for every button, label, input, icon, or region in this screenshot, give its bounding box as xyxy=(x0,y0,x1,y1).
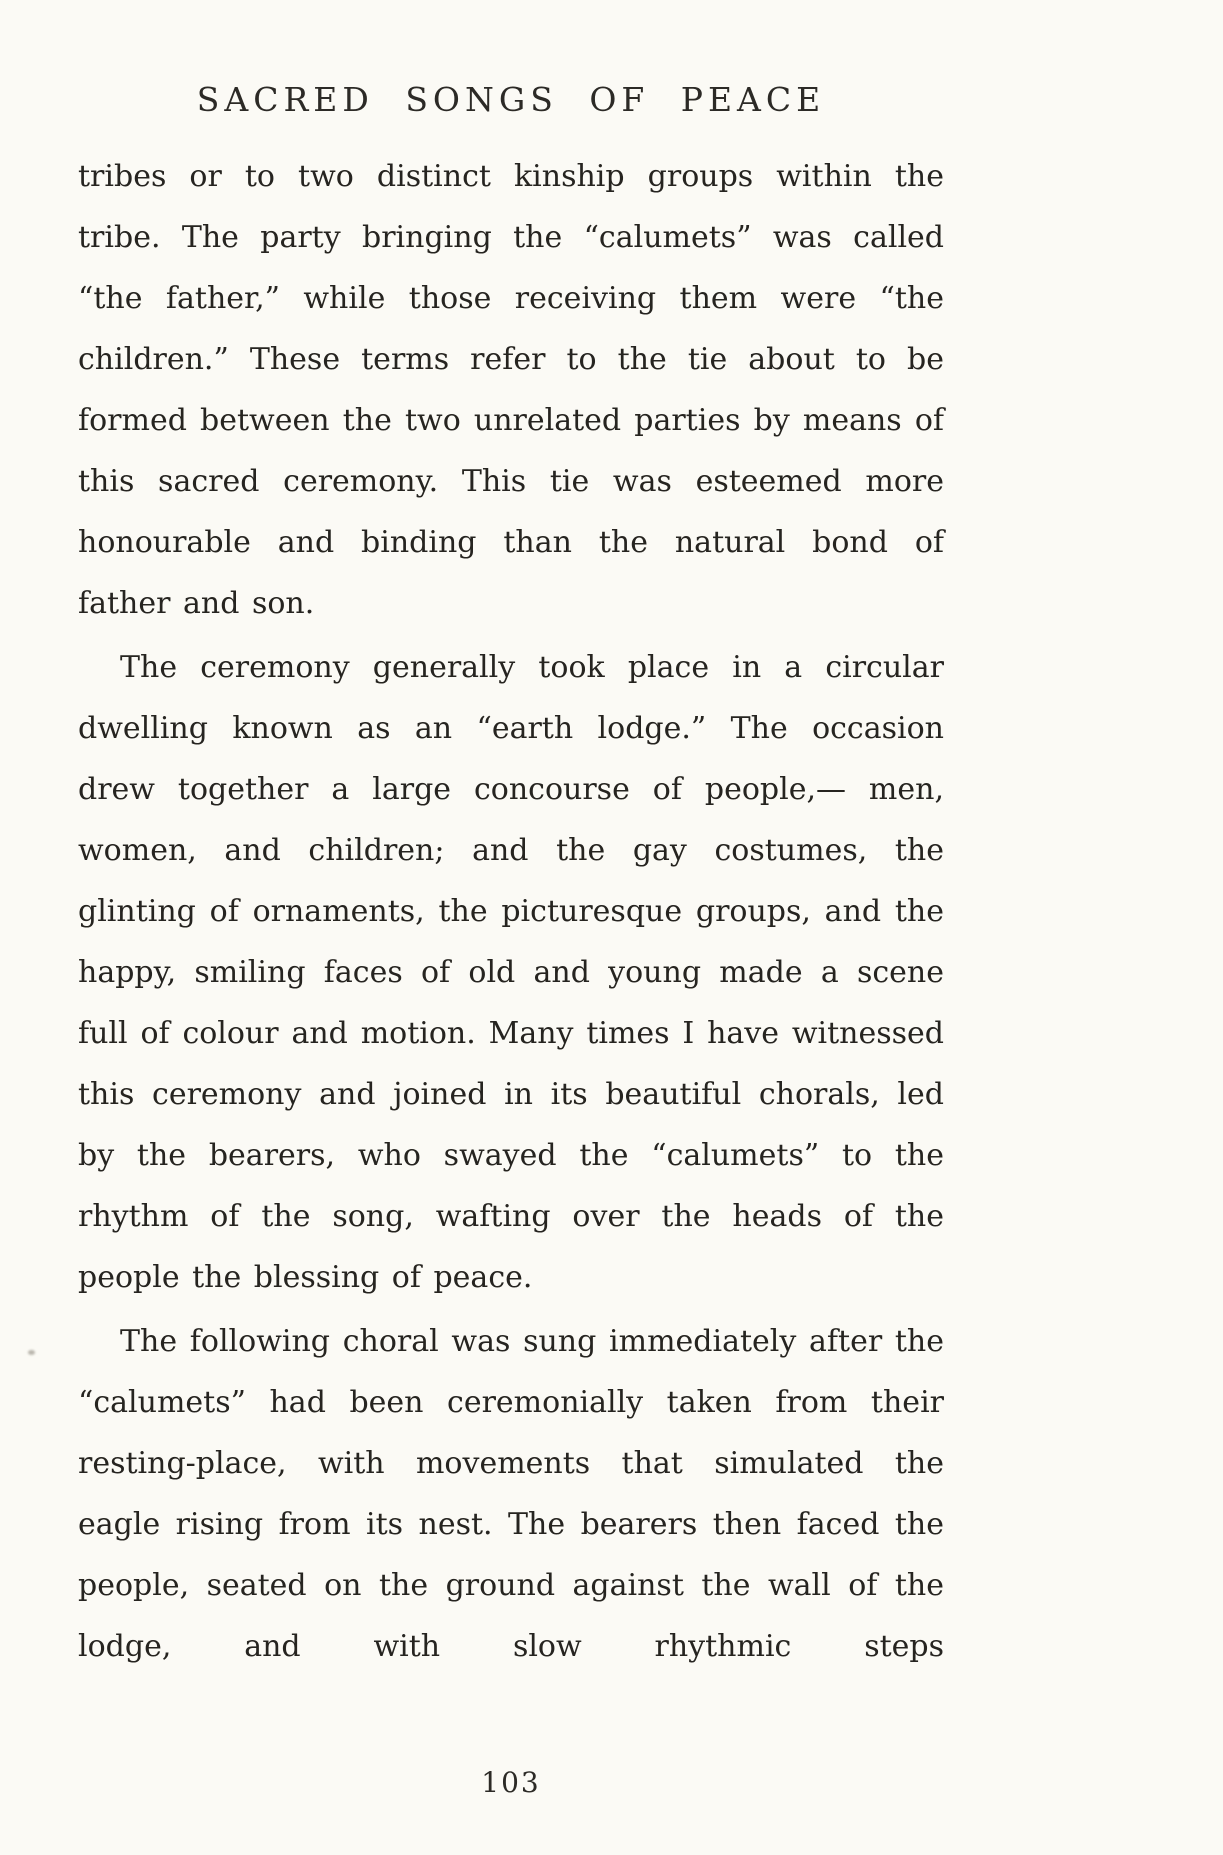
paragraph: tribes or to two distinct kinship groups within the tribe. The party bringing the “calumets” was called “the father,” while those receiving them were “the children.” These terms refer to the tie about to be formed between the two unrelated parties by means of this sacred ceremony. This tie was esteemed more honourable and binding than the natural bond of father and son. xyxy=(78,159,944,621)
page-header: SACRED SONGS OF PEACE xyxy=(196,80,826,119)
scan-artifact-dot xyxy=(28,1350,35,1355)
page-number: 103 xyxy=(481,1766,541,1799)
body-text xyxy=(78,146,944,1677)
paragraph: The ceremony generally took place in a circular dwelling known as an “earth lodge.” The occasion drew together a large concourse of people,— men, women, and children; and the gay costumes, the glinting of ornaments, the picturesque groups, and the happy, smiling faces of old and young made a scene full of colour and motion. Many times I have witnessed this ceremony and joined in its beautiful chorals, led by the bearers, who swayed the “calumets” to the rhythm of the song, wafting over the heads of the people the blessing of peace. xyxy=(78,650,944,1295)
paragraph: The following choral was sung immediately after the “calumets” had been ceremonially taken from their resting-place, with movements that simulated the eagle rising from its nest. The bearers then faced the people, seated on the ground against the wall of the lodge, and with slow rhythmic steps xyxy=(78,1324,944,1664)
